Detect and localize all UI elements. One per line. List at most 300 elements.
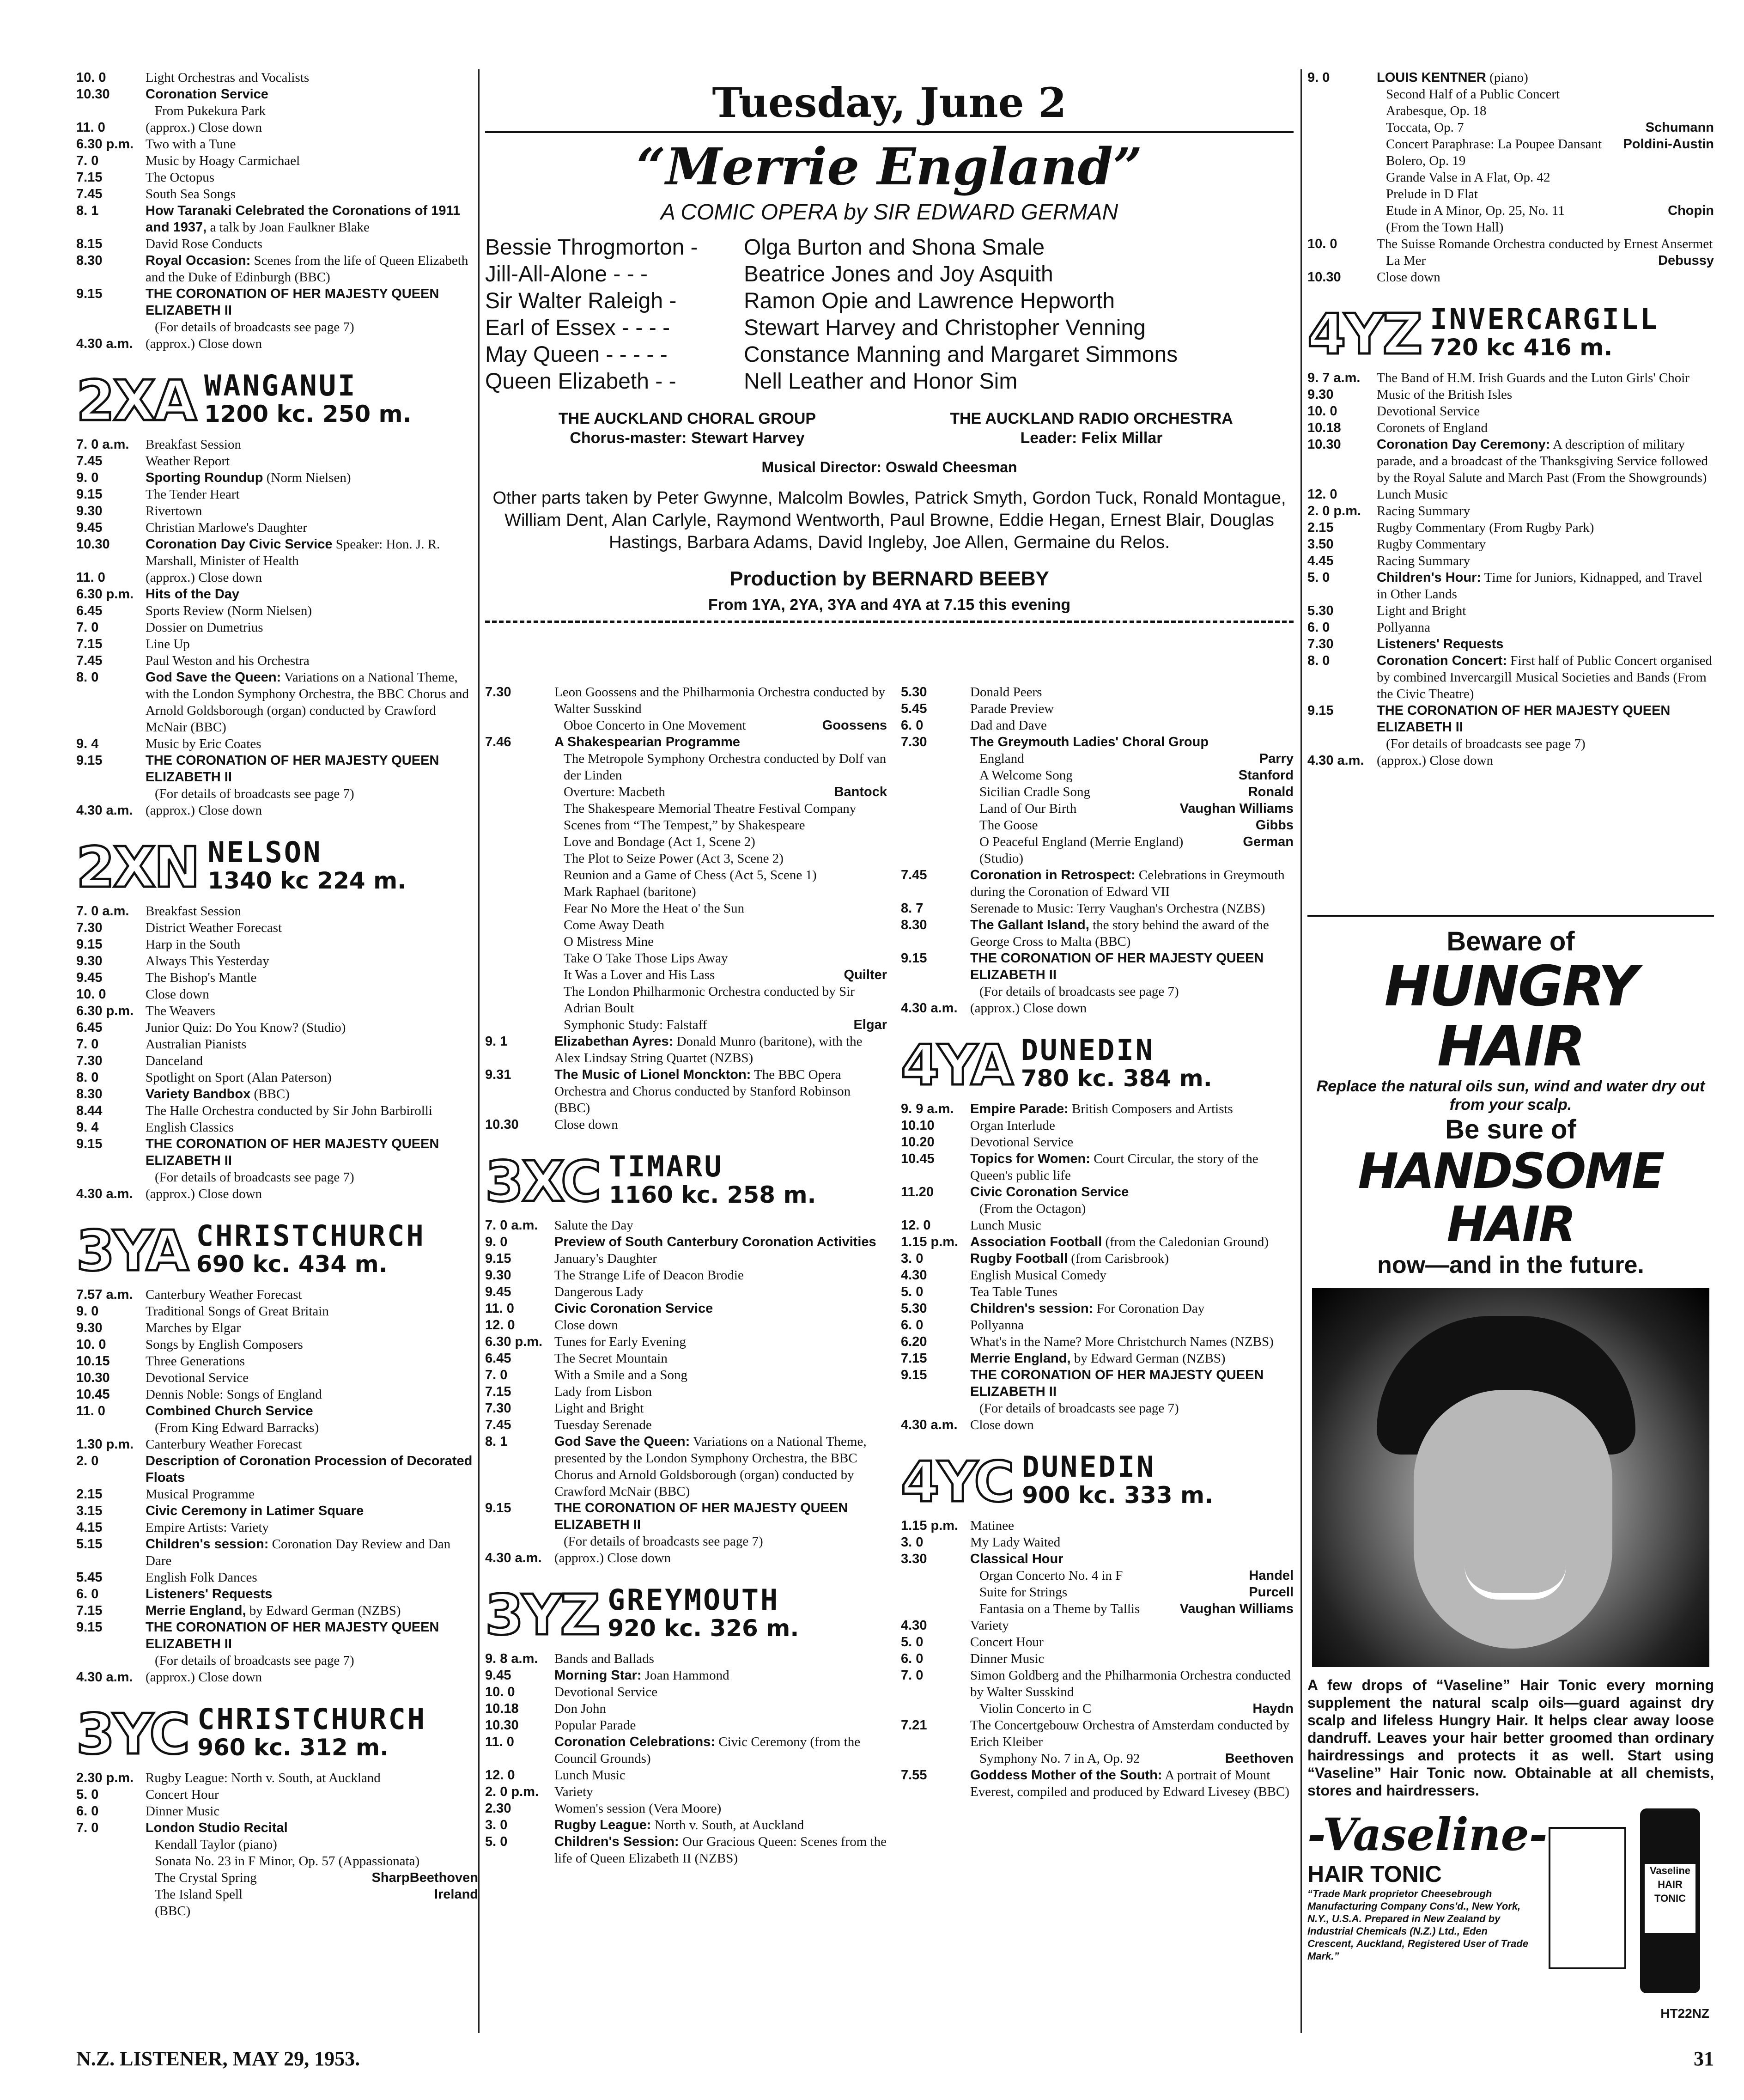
listing-detail bbox=[1307, 169, 1714, 186]
entry-text: Light and Bright bbox=[554, 1401, 644, 1416]
listing-detail bbox=[901, 834, 1294, 850]
entry-time: 9. 0 bbox=[76, 470, 99, 485]
listing-entry bbox=[901, 1134, 1294, 1150]
entry-text: Light and Bright bbox=[1377, 603, 1466, 618]
entry-time: 9.30 bbox=[76, 504, 103, 518]
entry-text: Popular Parade bbox=[554, 1718, 636, 1733]
listing-entry bbox=[901, 1634, 1294, 1650]
detail-text: The Island Spell bbox=[155, 1887, 243, 1902]
detail-text: La Mer bbox=[1386, 253, 1426, 268]
entry-time: 9. 4 bbox=[76, 737, 99, 751]
entry-time: 4.30 a.m. bbox=[485, 1551, 542, 1565]
entry-time: 8. 0 bbox=[76, 1070, 99, 1085]
listing-entry bbox=[485, 1350, 887, 1367]
listing-entry bbox=[76, 119, 478, 136]
listing-entry bbox=[76, 1286, 478, 1303]
detail-text: Symphony No. 7 in A, Op. 92 bbox=[979, 1751, 1140, 1766]
listing-entry bbox=[901, 1234, 1294, 1250]
entry-time: 3.30 bbox=[901, 1552, 927, 1566]
station-frequency: 1160 kc. 258 m. bbox=[608, 1181, 816, 1208]
entry-text: Devotional Service bbox=[970, 1135, 1074, 1150]
entry-time: 7. 0 bbox=[901, 1668, 924, 1683]
listing-entry bbox=[485, 1833, 887, 1867]
entry-text: Music of the British Isles bbox=[1377, 387, 1513, 402]
detail-text: The London Philharmonic Orchestra conducted by Sir Adrian Boult bbox=[564, 984, 855, 1016]
detail-text: (For details of broadcasts see page 7) bbox=[155, 786, 354, 801]
entry-time: 10. 0 bbox=[1307, 237, 1337, 251]
entry-title: Coronation Service bbox=[146, 87, 268, 102]
detail-text: Bolero, Op. 19 bbox=[1386, 153, 1466, 168]
chorus-master: Chorus-master: Stewart Harvey bbox=[570, 429, 805, 447]
entry-text: Christian Marlowe's Daughter bbox=[146, 520, 307, 535]
detail-composer: Quilter bbox=[844, 968, 887, 982]
station-name: GREYMOUTH bbox=[608, 1583, 780, 1617]
detail-text: (For details of broadcasts see page 7) bbox=[564, 1534, 763, 1549]
listing-entry bbox=[76, 1619, 478, 1652]
entry-time: 8.30 bbox=[76, 1087, 103, 1102]
entry-time: 11.20 bbox=[901, 1185, 934, 1199]
entry-text: Dinner Music bbox=[970, 1651, 1045, 1666]
listing-2xa bbox=[76, 436, 478, 819]
entry-time: 10.30 bbox=[76, 537, 110, 552]
entry-time: 9.15 bbox=[1307, 703, 1334, 718]
hair-tonic-label: HAIR TONIC bbox=[1307, 1861, 1442, 1887]
entry-text: Coronets of England bbox=[1377, 420, 1488, 435]
detail-text: (Studio) bbox=[979, 851, 1024, 866]
entry-text: Harp in the South bbox=[146, 937, 241, 952]
listing-entry bbox=[901, 1417, 1294, 1433]
listing-entry bbox=[485, 1667, 887, 1684]
entry-text: Empire Artists: Variety bbox=[146, 1520, 269, 1535]
station-name: DUNEDIN bbox=[1022, 1450, 1156, 1484]
listing-entry bbox=[76, 636, 478, 652]
station-header-3yz bbox=[485, 1583, 887, 1648]
entry-text: January's Daughter bbox=[554, 1251, 657, 1266]
listing-entry bbox=[1307, 236, 1714, 252]
listing-detail bbox=[1307, 736, 1714, 752]
detail-text: Love and Bondage (Act 1, Scene 2) bbox=[564, 834, 755, 849]
listing-entry bbox=[901, 1284, 1294, 1300]
detail-text: Come Away Death bbox=[564, 918, 665, 932]
detail-text: Sicilian Cradle Song bbox=[979, 785, 1091, 799]
entry-time: 7. 0 bbox=[76, 153, 99, 168]
detail-composer: Vaughan Williams bbox=[1179, 1601, 1294, 1616]
entry-text: Close down bbox=[970, 1418, 1034, 1432]
listing-entry bbox=[76, 519, 478, 536]
entry-time: 8. 1 bbox=[485, 1434, 508, 1449]
listing-continuation bbox=[76, 69, 478, 352]
listing-entry bbox=[485, 1217, 887, 1234]
entry-time: 10.30 bbox=[1307, 270, 1341, 285]
listing-entry bbox=[901, 1267, 1294, 1284]
entry-time: 7.30 bbox=[485, 1401, 511, 1416]
entry-time: 7.45 bbox=[76, 454, 103, 469]
entry-time: 9. 0 bbox=[1307, 70, 1330, 85]
footer-publication: N.Z. LISTENER, MAY 29, 1953. bbox=[76, 2047, 360, 2070]
detail-text: Arabesque, Op. 18 bbox=[1386, 103, 1487, 118]
entry-title: How Taranaki Celebrated the Coronations of 1911 and 1937, bbox=[146, 203, 461, 235]
entry-text: Dinner Music bbox=[146, 1804, 220, 1819]
listing-entry bbox=[901, 1617, 1294, 1634]
station-name: DUNEDIN bbox=[1021, 1033, 1155, 1067]
listing-detail bbox=[485, 784, 887, 800]
station-header-4ya bbox=[901, 1033, 1294, 1098]
entry-text: (approx.) Close down bbox=[554, 1551, 671, 1565]
entry-time: 10. 0 bbox=[1307, 404, 1337, 419]
listing-entry bbox=[76, 1403, 478, 1419]
entry-time: 6.45 bbox=[76, 603, 103, 618]
detail-text: A Welcome Song bbox=[979, 768, 1073, 783]
station-info bbox=[196, 1221, 425, 1277]
listing-entry bbox=[76, 1569, 478, 1586]
entry-text: Civic Ceremony (from the Council Grounds) bbox=[554, 1735, 861, 1766]
entry-text: (from the Caledonian Ground) bbox=[1105, 1235, 1269, 1249]
detail-composer: Debussy bbox=[1658, 253, 1714, 268]
entry-time: 7.57 a.m. bbox=[76, 1287, 133, 1302]
entry-time: 9.15 bbox=[485, 1501, 511, 1516]
cast-role: Sir Walter Raleigh - bbox=[485, 289, 677, 313]
listing-entry bbox=[1307, 603, 1714, 619]
listing-entry bbox=[76, 86, 478, 103]
listing-entry bbox=[485, 1367, 887, 1383]
detail-composer: Gibbs bbox=[1255, 818, 1294, 833]
station-header-4yc bbox=[901, 1450, 1294, 1515]
entry-time: 9.15 bbox=[76, 1620, 103, 1635]
listing-entry bbox=[76, 1320, 478, 1336]
station-name: TIMARU bbox=[608, 1150, 723, 1183]
orchestra-name: THE AUCKLAND RADIO ORCHESTRA bbox=[950, 410, 1233, 427]
entry-text: Matinee bbox=[970, 1518, 1015, 1533]
cast-singers: Stewart Harvey and Christopher Venning bbox=[744, 316, 1146, 340]
entry-time: 10.45 bbox=[76, 1387, 110, 1402]
listing-entry bbox=[1307, 269, 1714, 286]
entry-text: For Coronation Day bbox=[1096, 1301, 1205, 1316]
entry-title: THE CORONATION OF HER MAJESTY QUEEN ELIZABETH II bbox=[970, 951, 1264, 982]
entry-time: 11. 0 bbox=[76, 1404, 105, 1418]
entry-time: 10.30 bbox=[76, 87, 110, 102]
entry-title: Topics for Women: bbox=[970, 1151, 1090, 1166]
listing-entry bbox=[76, 936, 478, 953]
listing-entry bbox=[76, 1086, 478, 1102]
listing-entry bbox=[76, 486, 478, 503]
listing-entry bbox=[901, 1767, 1294, 1800]
bottle-label: Vaseline HAIR TONIC bbox=[1645, 1864, 1695, 1933]
ad-replace: Replace the natural oils sun, wind and water dry out from your scalp. bbox=[1316, 1077, 1705, 1114]
detail-text: Etude in A Minor, Op. 25, No. 11 bbox=[1386, 203, 1565, 218]
entry-time: 5. 0 bbox=[901, 1635, 924, 1650]
entry-time: 4.30 a.m. bbox=[76, 336, 133, 351]
entry-text: Concert Hour bbox=[970, 1635, 1044, 1650]
listing-entry bbox=[76, 619, 478, 636]
station-frequency: 900 kc. 333 m. bbox=[1022, 1482, 1214, 1509]
entry-text: Racing Summary bbox=[1377, 504, 1471, 518]
entry-time: 2.15 bbox=[1307, 520, 1334, 535]
entry-title: Children's Session: bbox=[554, 1834, 679, 1849]
listing-entry bbox=[901, 1000, 1294, 1017]
listing-entry bbox=[76, 1019, 478, 1036]
entry-title: Merrie England, bbox=[146, 1603, 246, 1618]
detail-composer: Ronald bbox=[1248, 785, 1294, 799]
listing-entry bbox=[901, 1300, 1294, 1317]
listing-entry bbox=[901, 700, 1294, 717]
listing-detail bbox=[76, 1836, 478, 1853]
listing-entry bbox=[1307, 436, 1714, 486]
listing-entry bbox=[76, 986, 478, 1003]
entry-time: 11. 0 bbox=[485, 1735, 514, 1749]
entry-text: Close down bbox=[1377, 270, 1440, 285]
entry-title: Association Football bbox=[970, 1235, 1102, 1249]
listing-entry bbox=[76, 536, 478, 569]
entry-title: Description of Coronation Procession of Decorated Floats bbox=[146, 1454, 473, 1485]
listing-detail bbox=[901, 850, 1294, 867]
listing-4ya bbox=[901, 1101, 1294, 1433]
entry-text: Breakfast Session bbox=[146, 904, 241, 919]
station-callsign: 3XC bbox=[485, 1150, 600, 1214]
entry-time: 6. 0 bbox=[901, 718, 924, 733]
listing-continuation-3 bbox=[901, 684, 1294, 1017]
listing-entry bbox=[1307, 536, 1714, 553]
entry-time: 5.45 bbox=[76, 1570, 103, 1585]
entry-time: 7.45 bbox=[76, 187, 103, 201]
listing-entry bbox=[76, 236, 478, 252]
ad-code: HT22NZ bbox=[1660, 2006, 1709, 2021]
listing-entry bbox=[76, 586, 478, 603]
listing-entry bbox=[901, 1534, 1294, 1551]
listing-detail bbox=[1307, 103, 1714, 119]
listing-entry bbox=[485, 1783, 887, 1800]
detail-text: O Peaceful England (Merrie England) bbox=[979, 834, 1184, 849]
detail-text: (BBC) bbox=[155, 1904, 191, 1918]
listing-detail bbox=[1307, 252, 1714, 269]
listing-entry bbox=[76, 1453, 478, 1486]
orchestra-leader: Leader: Felix Millar bbox=[1020, 429, 1163, 447]
listing-entry bbox=[1307, 420, 1714, 436]
vaseline-logo: -Vaseline- bbox=[1307, 1808, 1548, 1861]
entry-text: Tea Table Tunes bbox=[970, 1284, 1057, 1299]
entry-time: 4.30 bbox=[901, 1268, 927, 1283]
cast-role: May Queen - - - - - bbox=[485, 342, 668, 367]
listing-detail bbox=[76, 1886, 478, 1903]
listing-entry bbox=[1307, 619, 1714, 636]
station-frequency: 1340 kc 224 m. bbox=[207, 867, 407, 894]
listing-detail bbox=[901, 983, 1294, 1000]
entry-time: 10. 0 bbox=[485, 1685, 515, 1699]
entry-time: 7.45 bbox=[901, 868, 927, 883]
dashed-divider bbox=[485, 621, 1294, 623]
entry-text: British Composers and Artists bbox=[1072, 1102, 1233, 1116]
entry-text: Joan Hammond bbox=[644, 1668, 729, 1683]
detail-text: (For details of broadcasts see page 7) bbox=[155, 320, 354, 335]
entry-time: 9. 7 a.m. bbox=[1307, 371, 1361, 385]
trademark-text: “Trade Mark proprietor Cheesebrough Manufacturing Company Cons'd., New York, N.Y., U.S.A. Prepared in New Zealand by Industrial Chemicals (N.Z.) Ltd., Eden Crescent, Auckland, Registered User of Trade Mark.” bbox=[1307, 1888, 1529, 1962]
entry-text: David Rose Conducts bbox=[146, 237, 262, 251]
entry-text: a talk by Joan Faulkner Blake bbox=[210, 220, 370, 235]
listing-3yc bbox=[76, 1770, 478, 1919]
listing-entry bbox=[1307, 69, 1714, 86]
entry-time: 10.30 bbox=[485, 1117, 519, 1132]
entry-text: Traditional Songs of Great Britain bbox=[146, 1304, 329, 1319]
listing-entry bbox=[76, 1336, 478, 1353]
detail-composer: Parry bbox=[1259, 751, 1294, 766]
entry-text: Concert Hour bbox=[146, 1787, 219, 1802]
entry-title: The Music of Lionel Monckton: bbox=[554, 1067, 751, 1082]
opera-subtitle: A COMIC OPERA by SIR EDWARD GERMAN bbox=[660, 200, 1118, 225]
entry-time: 5. 0 bbox=[485, 1834, 508, 1849]
listing-detail bbox=[76, 103, 478, 119]
listing-detail bbox=[485, 983, 887, 1017]
entry-time: 9. 0 bbox=[485, 1235, 508, 1249]
listing-detail bbox=[76, 1169, 478, 1186]
divider bbox=[485, 131, 1294, 133]
entry-time: 7. 0 bbox=[76, 1820, 99, 1835]
entry-text: Parade Preview bbox=[970, 701, 1054, 716]
listing-entry bbox=[76, 669, 478, 736]
entry-title: The Gallant Island, bbox=[970, 918, 1089, 932]
entry-text: Serenade to Music: Terry Vaughan's Orchestra (NZBS) bbox=[970, 901, 1265, 916]
listing-entry bbox=[901, 1184, 1294, 1200]
entry-title: A Shakespearian Programme bbox=[554, 735, 740, 749]
detail-text: Toccata, Op. 7 bbox=[1386, 120, 1464, 135]
product-box bbox=[1549, 1827, 1626, 1969]
entry-time: 9. 4 bbox=[76, 1120, 99, 1135]
detail-text: Grande Valse in A Flat, Op. 42 bbox=[1386, 170, 1550, 185]
musical-director: Musical Director: Oswald Cheesman bbox=[761, 459, 1017, 475]
listing-detail bbox=[76, 785, 478, 802]
listing-entry bbox=[901, 1250, 1294, 1267]
entry-time: 10.15 bbox=[76, 1354, 110, 1369]
listing-entry bbox=[76, 1536, 478, 1569]
detail-text: Sonata No. 23 in F Minor, Op. 57 (Appassionata) bbox=[155, 1854, 420, 1869]
listing-detail bbox=[485, 834, 887, 850]
ad-be-sure: Be sure of bbox=[1445, 1114, 1576, 1144]
listing-entry bbox=[485, 1400, 887, 1417]
other-parts: Other parts taken by Peter Gwynne, Malcolm Bowles, Patrick Smyth, Gordon Tuck, Ronald Montague, William Dent, Alan Carlyle, Raymond Wentworth, Paul Browne, Eddie Hegan, Ernest Blair, Douglas Hastings, Barbara Adams, David Ingleby, Joe Allen, Germaine du Relos. bbox=[492, 488, 1286, 552]
entry-time: 9. 8 a.m. bbox=[485, 1651, 538, 1666]
listing-detail bbox=[485, 717, 887, 734]
listing-entry bbox=[76, 1370, 478, 1386]
entry-time: 4.30 a.m. bbox=[901, 1418, 958, 1432]
entry-title: Children's Hour: bbox=[1377, 570, 1482, 585]
entry-time: 1.15 p.m. bbox=[901, 1518, 959, 1533]
entry-text: Racing Summary bbox=[1377, 554, 1471, 568]
entry-text: English Musical Comedy bbox=[970, 1268, 1106, 1283]
station-callsign: 4YZ bbox=[1307, 303, 1421, 367]
listing-entry bbox=[485, 1767, 887, 1783]
listing-detail bbox=[901, 1601, 1294, 1617]
listing-entry bbox=[1307, 752, 1714, 769]
entry-time: 9.45 bbox=[76, 520, 103, 535]
listing-entry bbox=[901, 734, 1294, 750]
entry-time: 3.50 bbox=[1307, 537, 1334, 552]
listing-entry bbox=[76, 1036, 478, 1053]
entry-text: Music by Eric Coates bbox=[146, 737, 261, 751]
center-right-subcolumn bbox=[901, 684, 1294, 1800]
entry-text: Rugby Commentary bbox=[1377, 537, 1486, 552]
entry-time: 9.30 bbox=[76, 954, 103, 968]
entry-title: Variety Bandbox bbox=[146, 1087, 251, 1102]
entry-time: 11. 0 bbox=[485, 1301, 514, 1316]
station-info bbox=[207, 837, 406, 894]
listing-entry bbox=[76, 1303, 478, 1320]
entry-text: Leon Goossens and the Philharmonia Orchestra conducted by Walter Susskind bbox=[554, 685, 885, 716]
entry-text: Variety bbox=[554, 1784, 593, 1799]
entry-text: Don John bbox=[554, 1701, 606, 1716]
entry-title: Coronation in Retrospect: bbox=[970, 868, 1136, 883]
entry-title: Coronation Day Ceremony: bbox=[1377, 437, 1550, 452]
listing-entry bbox=[76, 1669, 478, 1686]
detail-text: (From the Town Hall) bbox=[1386, 220, 1504, 235]
entry-time: 4.30 a.m. bbox=[901, 1001, 958, 1016]
detail-text: Fear No More the Heat o' the Sun bbox=[564, 901, 744, 916]
listing-detail bbox=[1307, 186, 1714, 202]
listing-detail bbox=[901, 1700, 1294, 1717]
entry-time: 4.15 bbox=[76, 1520, 103, 1535]
entry-time: 3.15 bbox=[76, 1503, 103, 1518]
entry-text: Dossier on Dumetrius bbox=[146, 620, 263, 635]
listing-detail bbox=[485, 883, 887, 900]
entry-time: 5.45 bbox=[901, 701, 927, 716]
entry-text: The Secret Mountain bbox=[554, 1351, 668, 1366]
column-rule-right bbox=[1300, 69, 1302, 2033]
entry-title: Coronation Concert: bbox=[1377, 653, 1507, 668]
entry-time: 9.15 bbox=[76, 286, 103, 301]
entry-text: Time for Juniors, Kidnapped, and Travel in Other Lands bbox=[1377, 570, 1702, 602]
entry-text: Bands and Ballads bbox=[554, 1651, 654, 1666]
cast-role: Queen Elizabeth - - bbox=[485, 369, 676, 394]
entry-time: 7. 0 bbox=[76, 620, 99, 635]
listing-entry bbox=[485, 1033, 887, 1066]
listing-entry bbox=[76, 1386, 478, 1403]
entry-text: Organ Interlude bbox=[970, 1118, 1055, 1133]
station-header-3ya bbox=[76, 1219, 478, 1284]
station-info bbox=[197, 1704, 426, 1760]
station-name: INVERCARGILL bbox=[1430, 302, 1659, 336]
entry-text: Junior Quiz: Do You Know? (Studio) bbox=[146, 1020, 346, 1035]
entry-text: A description of military parade, and a broadcast of the Thanksgiving Service followed by the Royal Salute and March Past (From the Showgrounds) bbox=[1377, 437, 1708, 485]
entry-text: The Strange Life of Deacon Brodie bbox=[554, 1268, 744, 1283]
entry-title: Children's session: bbox=[146, 1537, 269, 1552]
entry-time: 7.30 bbox=[1307, 637, 1334, 651]
listing-detail bbox=[485, 917, 887, 933]
detail-text: Reunion and a Game of Chess (Act 5, Scene 1) bbox=[564, 868, 817, 883]
entry-text: Donald Munro (baritone), with the Alex Lindsay String Quartet (NZBS) bbox=[554, 1034, 863, 1065]
entry-time: 6. 0 bbox=[76, 1587, 99, 1601]
entry-time: 4.30 a.m. bbox=[76, 803, 133, 818]
ad-beware: Beware of bbox=[1446, 926, 1575, 956]
entry-time: 7.30 bbox=[76, 1053, 103, 1068]
entry-text: Devotional Service bbox=[146, 1370, 249, 1385]
detail-text: The Goose bbox=[979, 818, 1038, 833]
detail-text: O Mistress Mine bbox=[564, 934, 654, 949]
man-portrait-image bbox=[1312, 1288, 1709, 1667]
face-shape bbox=[1414, 1390, 1612, 1649]
detail-text: From Pukekura Park bbox=[155, 103, 266, 118]
entry-text: Rugby League: North v. South, at Auckland bbox=[146, 1771, 381, 1785]
listing-entry bbox=[485, 1300, 887, 1317]
entry-time: 12. 0 bbox=[901, 1218, 931, 1233]
listing-continuation-2 bbox=[485, 684, 887, 1133]
entry-text: Canterbury Weather Forecast bbox=[146, 1437, 302, 1452]
entry-text: North v. South, at Auckland bbox=[654, 1818, 804, 1832]
listing-entry bbox=[76, 903, 478, 919]
entry-title: Merrie England, bbox=[970, 1351, 1071, 1366]
listing-entry bbox=[76, 286, 478, 319]
entry-time: 8. 1 bbox=[76, 203, 99, 218]
detail-text: England bbox=[979, 751, 1024, 766]
detail-text: Land of Our Birth bbox=[979, 801, 1077, 816]
entry-text: by Edward German (NZBS) bbox=[1074, 1351, 1226, 1366]
entry-time: 9.15 bbox=[901, 1368, 927, 1382]
